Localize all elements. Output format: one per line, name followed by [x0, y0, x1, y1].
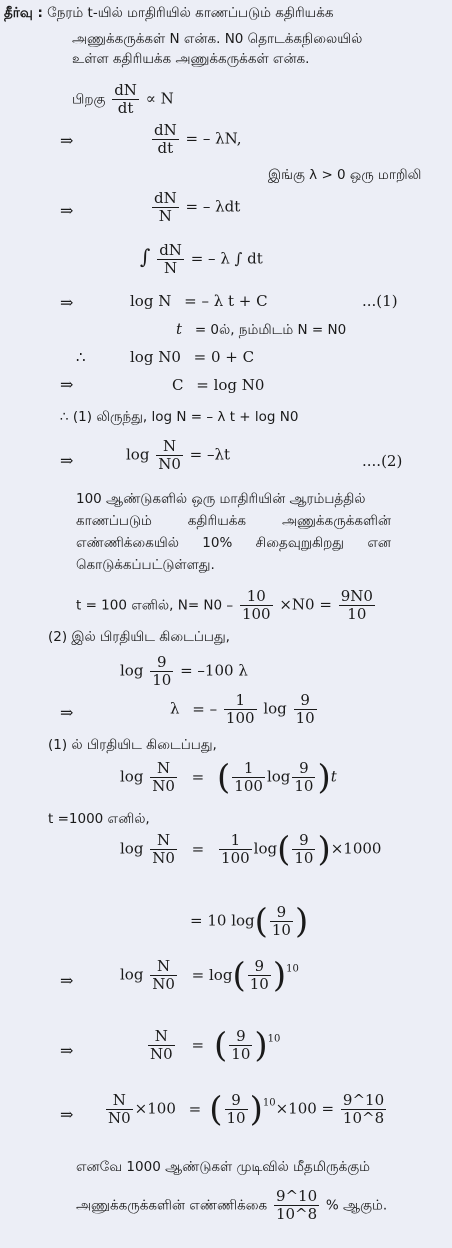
arrow-icon: ⇒ — [60, 131, 74, 150]
paren-left: ( — [209, 1089, 223, 1130]
intro-line-2: அணுக்கருக்கள் N என்க. N0 தொடக்கநிலையில் — [72, 31, 363, 47]
calc-8-eq: = — [191, 839, 205, 858]
num: dN — [154, 121, 177, 139]
den: N0 — [108, 1109, 131, 1127]
calc-10-fraction-2 — [248, 958, 271, 993]
arrow-icon: ⇒ — [60, 201, 74, 220]
num: 1 — [224, 692, 257, 710]
num: 9 — [294, 692, 317, 710]
step-1 — [72, 82, 174, 117]
calc-11-fraction-2 — [229, 1028, 252, 1063]
intro-text-1: நேரம் t-யில் மாதிரியில் காணப்படும் கதிரியக்க — [47, 5, 334, 21]
calc-5: (1) ல் பிரதியிட கிடைப்பது, — [48, 737, 217, 753]
exponent: 10 — [262, 1097, 276, 1109]
conclusion-line-2 — [76, 1188, 387, 1223]
den: N0 — [150, 1045, 173, 1063]
den: 100 — [234, 777, 263, 795]
arrow-icon: ⇒ — [60, 971, 74, 990]
arrow-icon: ⇒ — [60, 703, 74, 722]
calc-6-fraction-3 — [292, 760, 315, 795]
step-8-lhs: C — [172, 376, 184, 394]
den: dt — [117, 99, 134, 117]
step-8-rest: = log N0 — [196, 376, 265, 394]
calc-3-rest: = –100 λ — [180, 661, 248, 680]
solution-label: தீர்வு : — [4, 5, 43, 21]
arrow-icon: ⇒ — [60, 1041, 74, 1060]
num: N — [150, 832, 177, 850]
log-word: log — [120, 767, 144, 786]
calc-8-fraction-3 — [292, 832, 315, 867]
equation-tag-2: ....(2) — [362, 452, 403, 470]
step-4-rest: = – λ ∫ dt — [190, 249, 263, 268]
step-10-rest: = –λt — [189, 445, 231, 464]
den: 100 — [225, 709, 255, 727]
conclusion-text-b: % ஆகும். — [325, 1197, 388, 1214]
calc-1-fraction-2 — [339, 588, 375, 623]
den: 10 — [249, 975, 269, 993]
step-10-fraction — [156, 438, 183, 473]
num: 9 — [270, 904, 293, 922]
calc-12-x2: ×100 = — [275, 1099, 335, 1118]
num: N — [150, 760, 177, 778]
calc-11-fraction — [148, 1028, 175, 1063]
step-2 — [150, 122, 242, 157]
den: N0 — [152, 975, 175, 993]
calc-6-fraction-2 — [232, 760, 265, 795]
step-4 — [140, 242, 263, 277]
paren-left: ( — [254, 901, 268, 942]
calc-11-eq: = — [191, 1035, 205, 1054]
den: 10 — [294, 777, 314, 795]
num: N — [156, 438, 183, 456]
num: 10 — [240, 588, 273, 606]
paren-left: ( — [217, 757, 231, 798]
paren-right: ) — [254, 1025, 268, 1066]
step-8 — [172, 376, 264, 394]
den: 10 — [347, 605, 367, 623]
log-word: log — [120, 661, 144, 680]
calc-12 — [104, 1089, 388, 1130]
arrow-icon: ⇒ — [60, 375, 74, 394]
calc-6-fraction — [150, 760, 177, 795]
den: 10 — [231, 1045, 251, 1063]
den: dt — [157, 139, 174, 157]
step-3 — [150, 190, 240, 225]
den: N0 — [158, 455, 181, 473]
calc-4-eq: = – — [192, 699, 218, 718]
integral-sign: ∫ — [140, 244, 151, 269]
den: N — [158, 207, 172, 225]
equation-tag-1: ...(1) — [362, 292, 398, 310]
den: N — [164, 259, 178, 277]
step-1-fraction — [112, 82, 139, 117]
log-word: log — [253, 839, 278, 858]
step-2-rest: = – λN, — [185, 129, 242, 148]
den: 10 — [271, 921, 291, 939]
den: 10^8 — [275, 1205, 318, 1223]
calc-12-fraction-3 — [341, 1092, 386, 1127]
calc-12-fraction — [106, 1092, 133, 1127]
num: 1 — [219, 832, 252, 850]
calc-3 — [120, 654, 248, 689]
calc-11 — [146, 1025, 281, 1066]
num: 9^10 — [275, 1187, 318, 1205]
calc-9-fraction — [270, 904, 293, 939]
calc-2: (2) இல் பிரதியிட கிடைப்பது, — [48, 629, 230, 645]
calc-10 — [120, 955, 299, 996]
calc-1-mid: ×N0 = — [279, 595, 332, 614]
calc-8 — [120, 829, 382, 870]
num: N — [106, 1092, 133, 1110]
step-6-lhs: t — [176, 320, 183, 338]
step-3-fraction — [152, 190, 179, 225]
step-7-lhs: log N0 — [130, 348, 181, 366]
paragraph-line-1: 100 ஆண்டுகளில் ஒரு மாதிரியின் ஆரம்பத்தில் — [76, 491, 366, 507]
step-6-rest: = 0ல், நம்மிடம் N = N0 — [194, 322, 347, 338]
calc-6 — [120, 757, 337, 798]
step-5-lhs: log N — [130, 292, 172, 310]
arrow-icon: ⇒ — [60, 293, 74, 312]
den: 10^8 — [342, 1109, 385, 1127]
paragraph-line-2: காணப்படும் கதிரியக்க அணுக்கருக்களின் — [76, 513, 391, 529]
num: 9 — [229, 1028, 252, 1046]
num: dN — [114, 81, 137, 99]
log-word: log — [120, 839, 144, 858]
num: 9N0 — [340, 587, 373, 605]
step-10 — [126, 438, 230, 473]
num: 9 — [150, 654, 173, 672]
exponent: 10 — [286, 963, 299, 975]
num: dN — [159, 241, 182, 259]
paren-left: ( — [232, 955, 246, 996]
calc-7: t =1000 எனில், — [48, 811, 150, 827]
num: 9^10 — [342, 1091, 385, 1109]
step-2-fraction — [152, 122, 179, 157]
calc-8-fraction-2 — [219, 832, 252, 867]
intro-line-3: உள்ள கதிரியக்க அணுக்கருக்கள் என்க. — [72, 51, 310, 67]
den: N0 — [152, 777, 175, 795]
paragraph-line-4: கொடுக்கப்பட்டுள்ளது. — [76, 557, 215, 573]
log-word: log — [263, 699, 287, 718]
num: 9 — [292, 760, 315, 778]
paragraph-line-3: எண்ணிக்கையில் 10% சிதைவுறுகிறது என — [76, 535, 391, 551]
den: 10 — [226, 1109, 246, 1127]
num: 9 — [248, 958, 271, 976]
step-2-note: இங்கு λ > 0 ஒரு மாறிலி — [268, 167, 422, 183]
den: N0 — [152, 849, 175, 867]
calc-12-eq: = — [188, 1099, 202, 1118]
calc-9 — [190, 901, 309, 942]
calc-3-fraction — [150, 654, 173, 689]
calc-12-fraction-2 — [225, 1092, 248, 1127]
step-9: ∴ (1) லிருந்து, log N = – λ t + log N0 — [60, 409, 299, 425]
paren-left: ( — [214, 1025, 228, 1066]
log-word: log — [126, 445, 150, 464]
calc-4 — [170, 692, 319, 727]
step-3-rest: = – λdt — [185, 197, 241, 216]
paren-left: ( — [277, 829, 291, 870]
step-1-rest: ∝ N — [145, 89, 174, 108]
intro-line-1 — [4, 4, 334, 22]
den: 10 — [294, 849, 314, 867]
calc-6-eq: = — [191, 767, 205, 786]
exponent: 10 — [267, 1033, 281, 1045]
log-word: log — [120, 965, 144, 984]
step-7 — [130, 348, 254, 366]
den: 10 — [152, 671, 172, 689]
calc-4-fraction — [224, 692, 257, 727]
den: 100 — [221, 849, 250, 867]
conclusion-fraction — [274, 1188, 319, 1223]
step-1-word: பிறகு — [72, 91, 106, 108]
den: 10 — [295, 709, 315, 727]
num: N — [148, 1028, 175, 1046]
step-4-fraction — [157, 242, 184, 277]
conclusion-text-a: அணுக்கருக்களின் எண்ணிக்கை — [76, 1197, 268, 1214]
step-5 — [130, 292, 268, 310]
calc-8-fraction — [150, 832, 177, 867]
therefore-symbol: ∴ — [76, 348, 86, 366]
num: 9 — [225, 1092, 248, 1110]
paren-right: ) — [294, 901, 309, 942]
calc-8-tail: ×1000 — [330, 839, 382, 858]
calc-9-eq: = 10 log — [190, 911, 255, 930]
den: 100 — [241, 605, 271, 623]
calc-1-text: t = 100 எனில், N= N0 – — [76, 597, 234, 614]
calc-6-t: t — [330, 767, 337, 786]
calc-4-fraction-2 — [294, 692, 317, 727]
arrow-icon: ⇒ — [60, 1105, 74, 1124]
log-word: log — [266, 767, 291, 786]
step-7-rest: = 0 + C — [193, 348, 255, 366]
step-6 — [176, 320, 346, 339]
lambda: λ — [170, 699, 180, 718]
num: dN — [154, 189, 177, 207]
num: N — [150, 958, 177, 976]
calc-1 — [76, 588, 377, 623]
paren-right: ) — [249, 1089, 263, 1130]
paren-right: ) — [272, 955, 287, 996]
calc-12-x: ×100 — [134, 1099, 176, 1118]
calc-1-fraction — [240, 588, 273, 623]
num: 1 — [232, 760, 265, 778]
calc-10-fraction — [150, 958, 177, 993]
step-5-rest: = – λ t + C — [184, 292, 268, 310]
paren-right: ) — [317, 829, 331, 870]
num: 9 — [292, 832, 315, 850]
arrow-icon: ⇒ — [60, 451, 74, 470]
conclusion-line-1: எனவே 1000 ஆண்டுகள் முடிவில் மீதமிருக்கும் — [76, 1159, 370, 1175]
calc-10-eq: = log — [191, 965, 233, 984]
paren-right: ) — [317, 757, 331, 798]
